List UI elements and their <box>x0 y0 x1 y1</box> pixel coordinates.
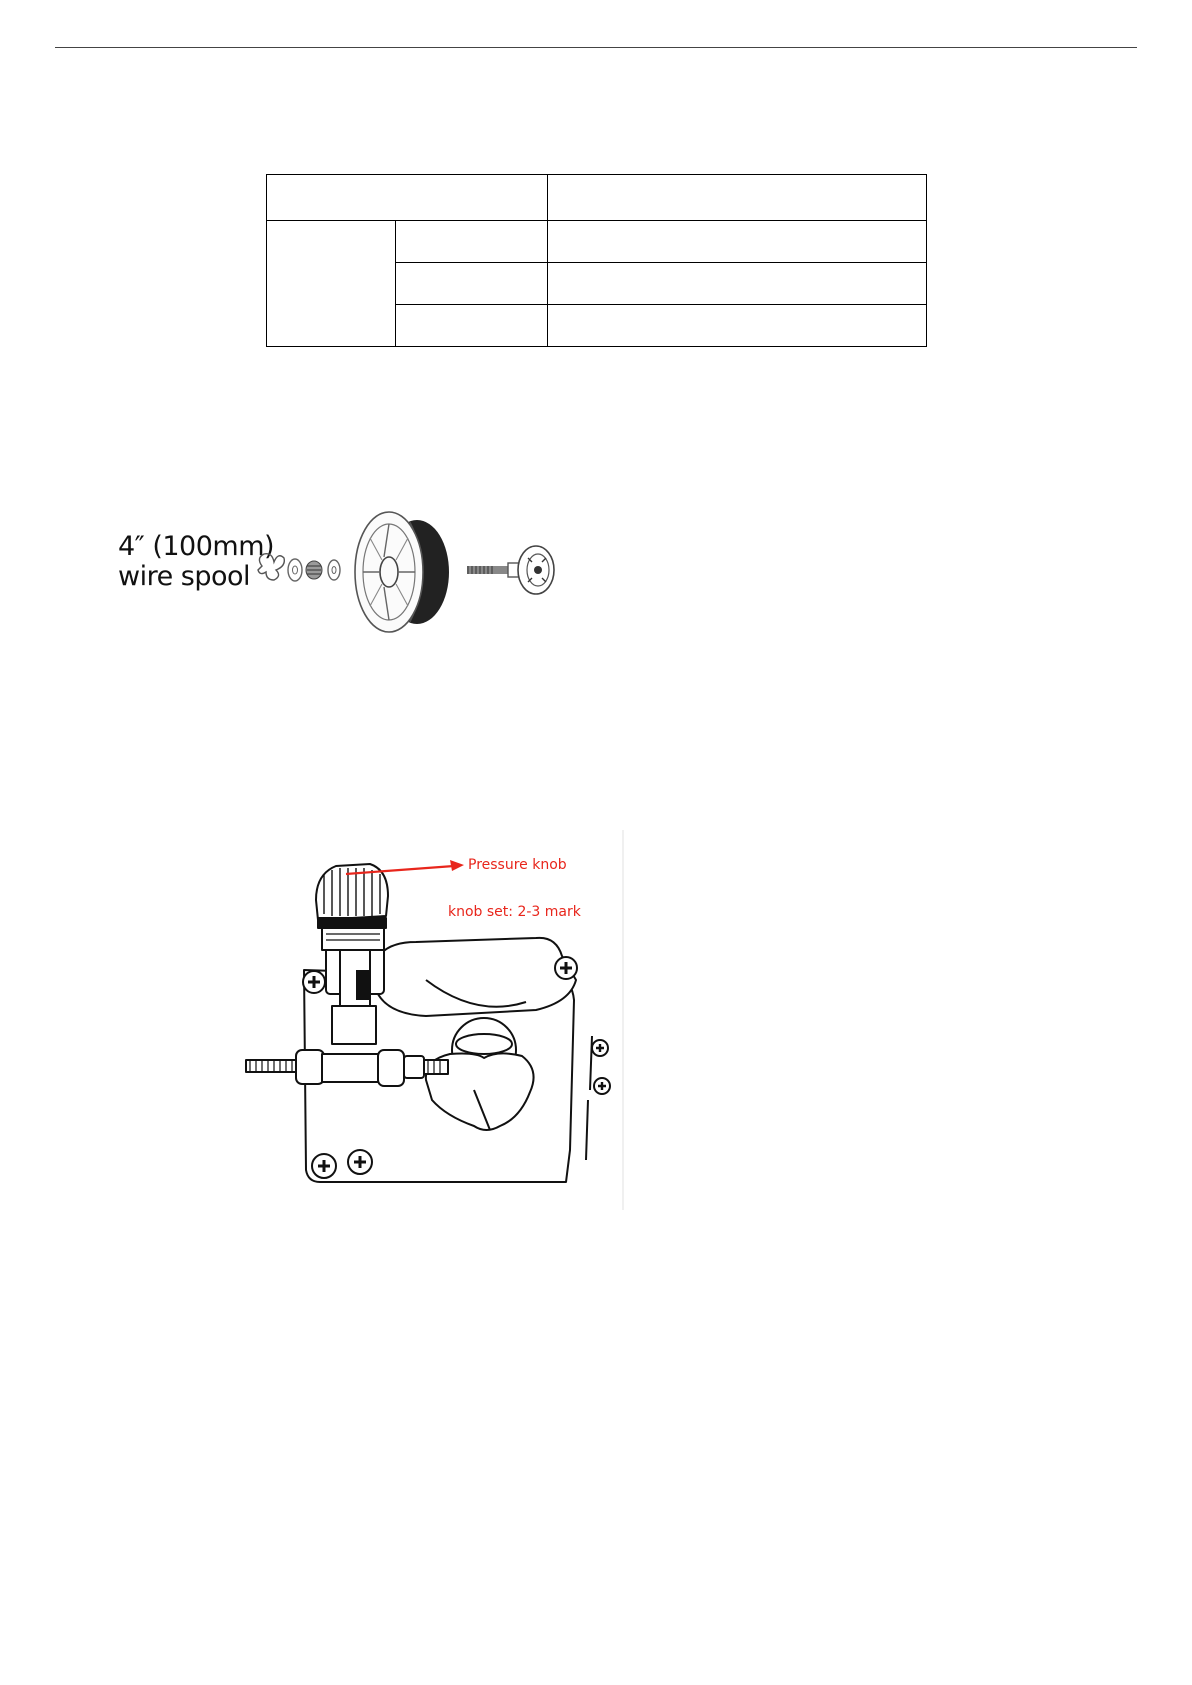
washer-icon <box>328 560 340 580</box>
wire-feeder-figure <box>236 830 626 1210</box>
spool-flange-icon <box>355 512 423 632</box>
table-header-cell-2 <box>548 175 927 221</box>
header-rule <box>55 47 1137 48</box>
spool-label <box>118 532 274 592</box>
table-row <box>267 221 927 263</box>
table-sub-cell <box>396 305 548 347</box>
spring-icon <box>306 561 322 579</box>
wire-spool-figure <box>112 508 582 638</box>
wire-feeder-icon <box>236 830 626 1210</box>
spool-assembly-icon <box>252 508 582 638</box>
table-value-cell <box>548 263 927 305</box>
table-header-row <box>267 175 927 221</box>
washer-icon <box>288 559 302 581</box>
spool-label-line2: wire spool <box>118 561 251 592</box>
table-sub-cell <box>396 221 548 263</box>
table-value-cell <box>548 305 927 347</box>
spool-hub-icon <box>518 546 554 594</box>
spool-label-line1: 4″ (100mm) <box>118 531 275 562</box>
callout-knob-setting: knob set: 2-3 mark <box>448 904 581 920</box>
table-value-cell <box>548 221 927 263</box>
table-group-cell <box>267 221 396 347</box>
spec-table <box>266 174 927 347</box>
table-sub-cell <box>396 263 548 305</box>
table-header-cell-1 <box>267 175 548 221</box>
callout-pressure-knob: Pressure knob <box>468 857 567 873</box>
wing-nut-icon <box>258 554 284 580</box>
